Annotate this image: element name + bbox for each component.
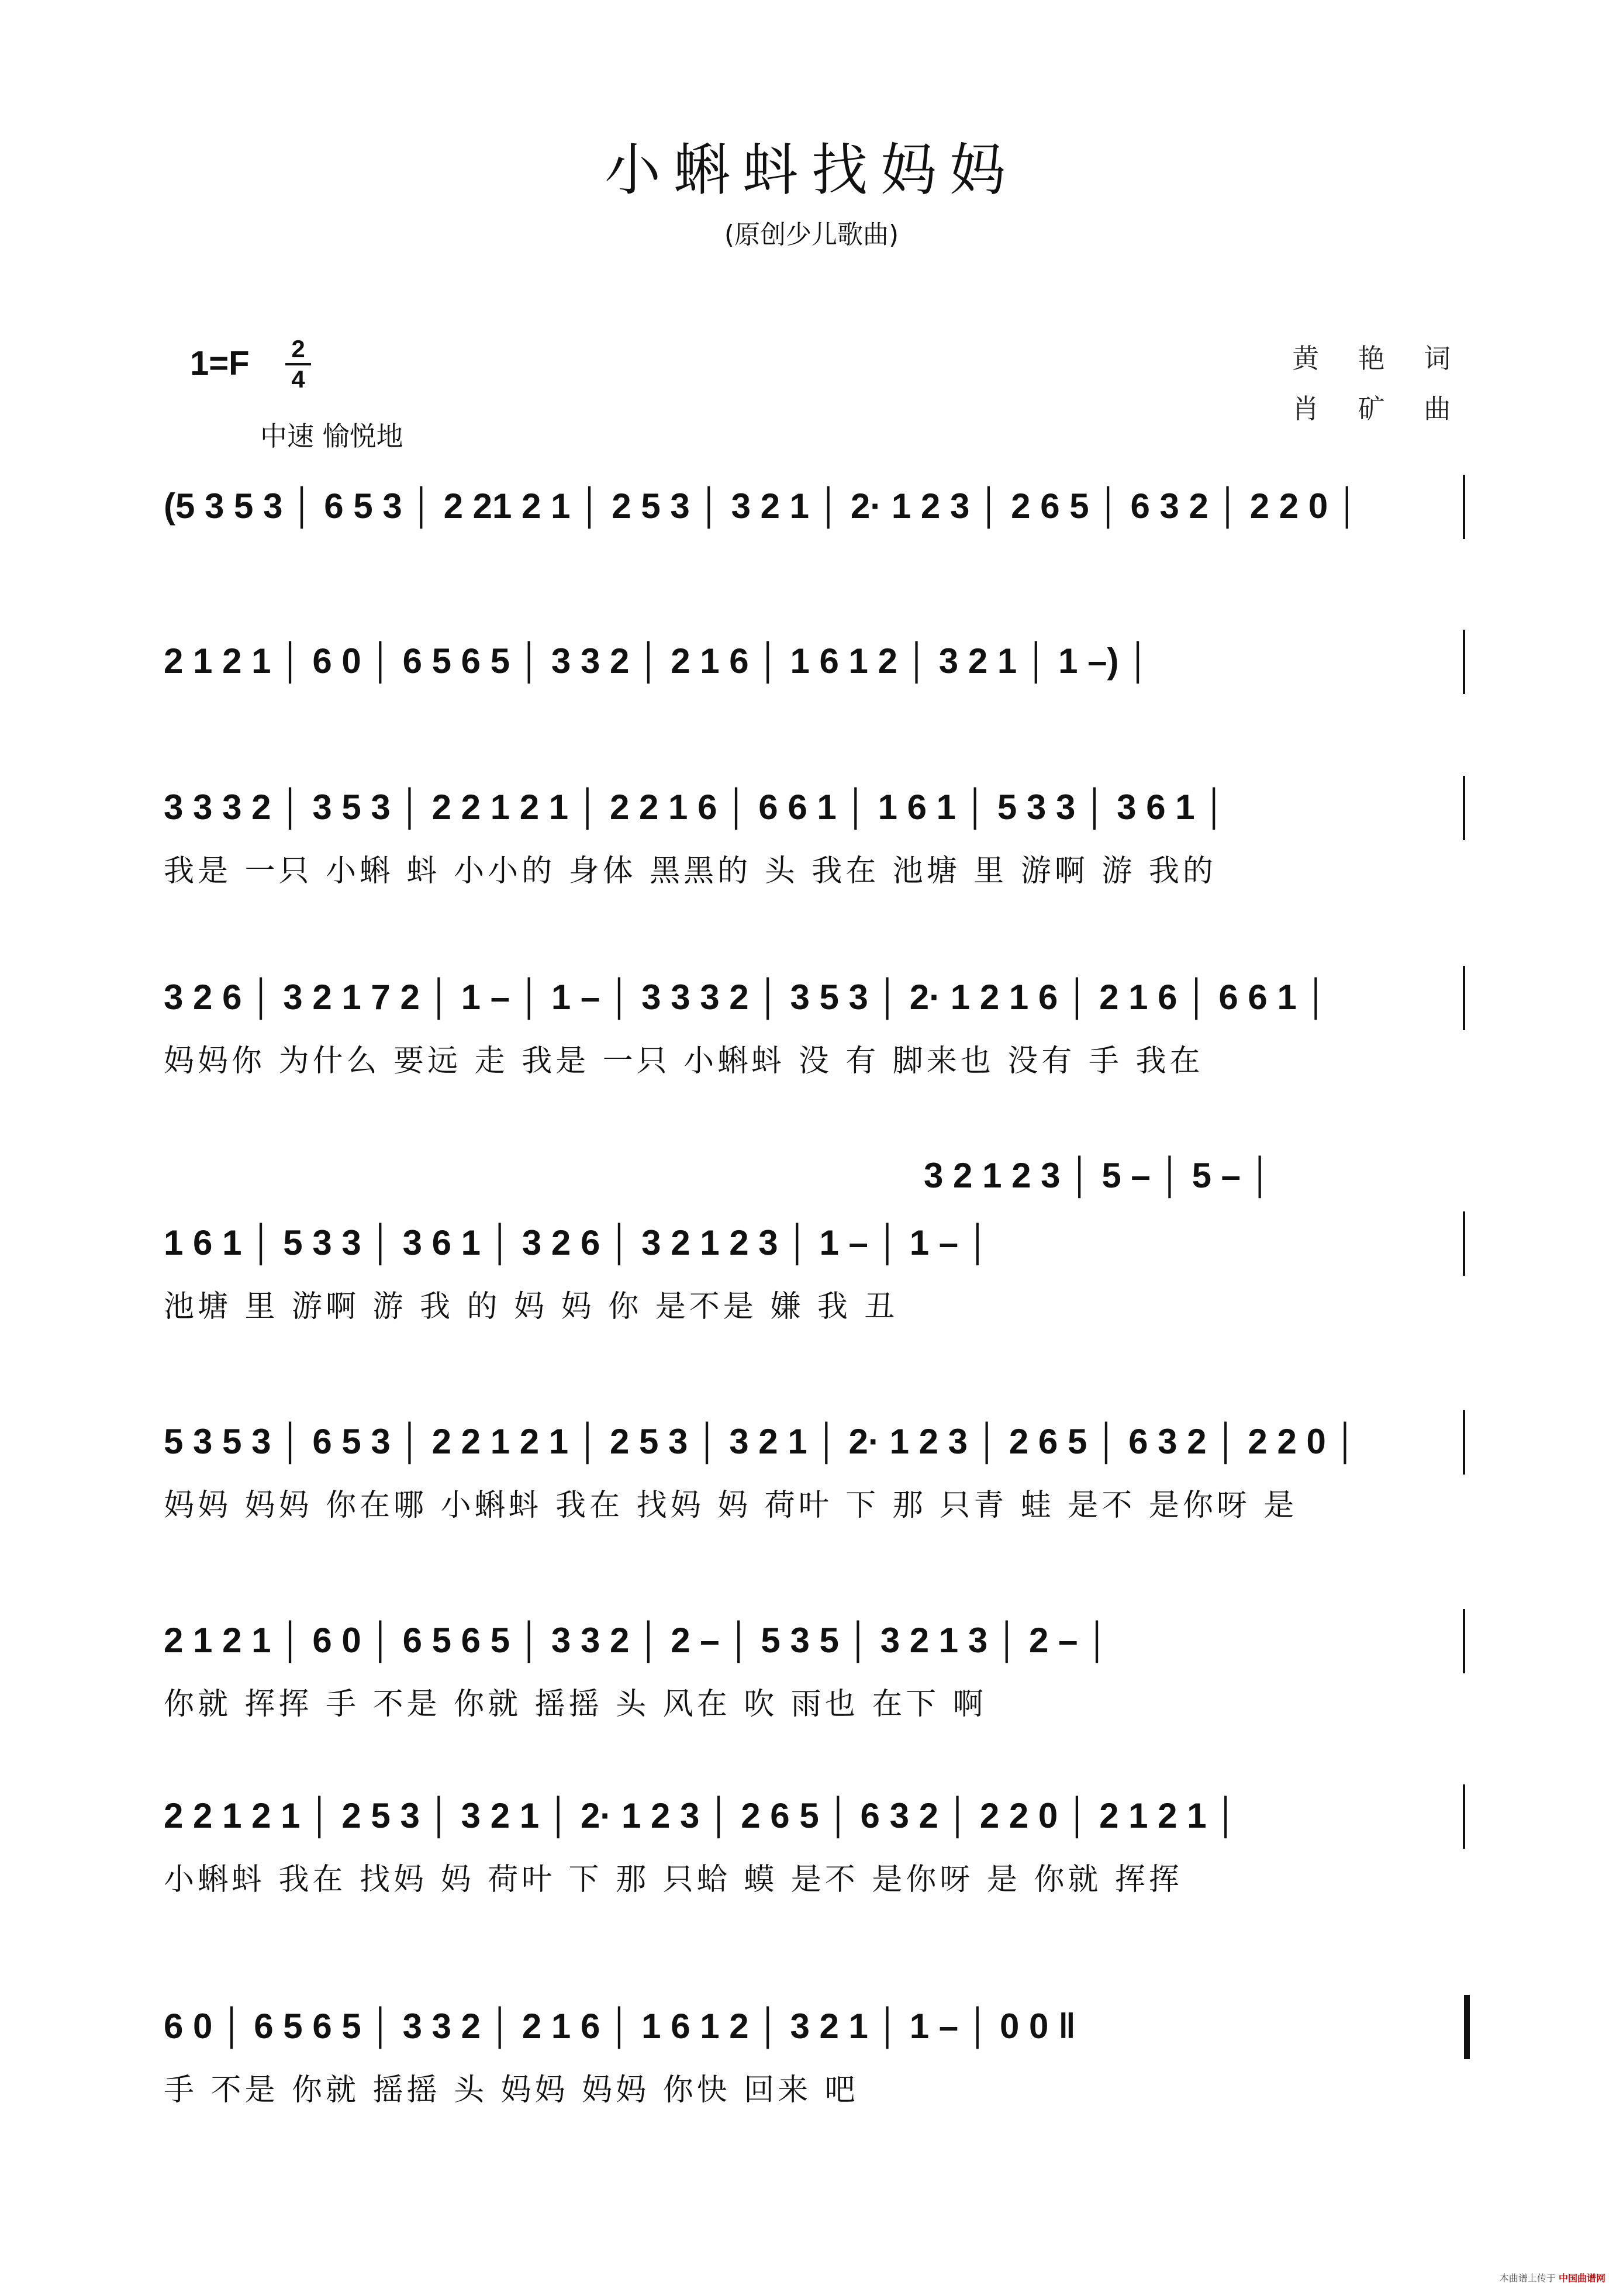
barline <box>1463 1410 1465 1475</box>
lyrics-line: 你就 挥挥 手 不是 你就 摇摇 头 风在 吹 雨也 在下 啊 <box>164 1687 987 1722</box>
barline <box>1463 630 1465 694</box>
notation-line: 3 3 3 2 │ 3 5 3 │ 2 2 1 2 1 │ 2 2 1 6 │ 6 6 1 │ 1 6 1 │ 5 3 3 │ 3 6 1 │ <box>164 787 1227 827</box>
notation-line: 2 1 2 1 │ 6 0 │ 6 5 6 5 │ 3 3 2 │ 2 – │ 5 3 5 │ 3 2 1 3 │ 2 – │ <box>164 1620 1110 1660</box>
song-title: 小蝌蚪找妈妈 <box>605 137 1018 203</box>
notation-line: 6 0 │ 6 5 6 5 │ 3 3 2 │ 2 1 6 │ 1 6 1 2 │ 3 2 1 │ 1 – │ 0 0 ‖ <box>164 2006 1076 2046</box>
footer-watermark <box>1500 2271 1605 2284</box>
footer-text: 本曲谱上传于 <box>1499 2273 1556 2284</box>
lyrics-line: 小蝌蚪 我在 找妈 妈 荷叶 下 那 只蛤 蟆 是不 是你呀 是 你就 挥挥 <box>164 1862 1183 1897</box>
meter-top: 2 <box>291 335 305 362</box>
lyrics-line: 手 不是 你就 摇摇 头 妈妈 妈妈 你快 回来 吧 <box>164 2073 859 2108</box>
key-signature: 1=F <box>190 344 250 382</box>
notation-line: 3 2 6 │ 3 2 1 7 2 │ 1 – │ 1 – │ 3 3 3 2 │ 3 5 3 │ 2· 1 2 1 6 │ 2 1 6 │ 6 6 1 │ <box>164 977 1329 1017</box>
tempo-marking: 中速 愉悦地 <box>260 420 403 452</box>
final-barline <box>1464 1995 1470 2059</box>
meter-bottom: 4 <box>291 365 305 393</box>
time-signature <box>285 337 311 392</box>
notation-line: 2 2 1 2 1 │ 2 5 3 │ 3 2 1 │ 2· 1 2 3 │ 2 6 5 │ 6 3 2 │ 2 2 0 │ 2 1 2 1 │ <box>164 1796 1238 1835</box>
barline <box>1463 1609 1465 1673</box>
barline <box>1463 1784 1465 1849</box>
barline <box>1463 475 1465 539</box>
notation-line: 1 6 1 │ 5 3 3 │ 3 6 1 │ 3 2 6 │ 3 2 1 2 3 │ 1 – │ 1 – │ <box>164 1223 990 1262</box>
lyrics-line: 妈妈你 为什么 要远 走 我是 一只 小蝌蚪 没 有 脚来也 没有 手 我在 <box>164 1044 1204 1079</box>
composer-credit: 肖 矿 曲 <box>1292 393 1466 424</box>
notation-line: 2 1 2 1 │ 6 0 │ 6 5 6 5 │ 3 3 2 │ 2 1 6 │ 1 6 1 2 │ 3 2 1 │ 1 –) │ <box>164 641 1151 681</box>
lyrics-line: 池塘 里 游啊 游 我 的 妈 妈 你 是不是 嫌 我 丑 <box>164 1289 899 1324</box>
barline <box>1463 966 1465 1030</box>
barline <box>1463 776 1465 840</box>
barline <box>1463 1211 1465 1276</box>
upper-voice-notes: 3 2 1 2 3 │ 5 – │ 5 – │ <box>924 1155 1273 1195</box>
credits <box>1292 333 1466 434</box>
lyrics-line: 妈妈 妈妈 你在哪 小蝌蚪 我在 找妈 妈 荷叶 下 那 只青 蛙 是不 是你呀 是 <box>164 1488 1298 1523</box>
lyricist-credit: 黄 艳 词 <box>1292 343 1466 374</box>
notation-line: 5 3 5 3 │ 6 5 3 │ 2 2 1 2 1 │ 2 5 3 │ 3 2 1 │ 2· 1 2 3 │ 2 6 5 │ 6 3 2 │ 2 2 0 │ <box>164 1421 1358 1461</box>
notation-line: (5 3 5 3 │ 6 5 3 │ 2 21 2 1 │ 2 5 3 │ 3 2 1 │ 2· 1 2 3 │ 2 6 5 │ 6 3 2 │ 2 2 0 │ <box>164 486 1360 526</box>
lyrics-line: 我是 一只 小蝌 蚪 小小的 身体 黑黑的 头 我在 池塘 里 游啊 游 我的 <box>164 854 1217 889</box>
footer-brand: 中国曲谱网 <box>1558 2273 1605 2284</box>
song-subtitle: (原创少儿歌曲) <box>724 220 899 250</box>
